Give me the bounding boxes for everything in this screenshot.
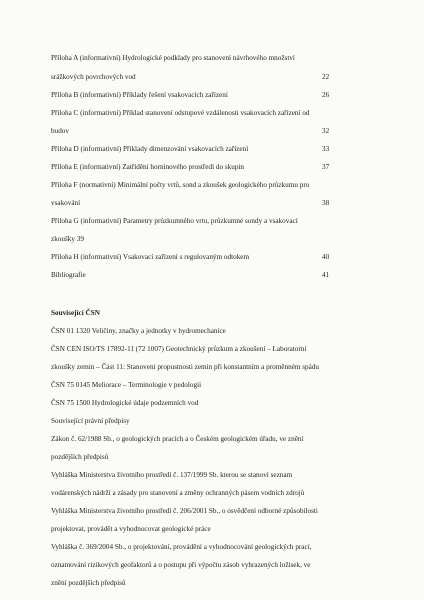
legal-regulation: Vyhláška Ministerstva životního prostředí č. 137/1999 Sb. kterou se stanoví seznam	[51, 471, 293, 479]
toc-entry-bibliography: Bibliografie	[51, 271, 86, 279]
toc-entry-annex-e: Příloha E (informativní) Zatřídění horninového prostředí do skupin	[51, 163, 245, 171]
toc-page-number: 37	[322, 163, 330, 171]
toc-entry-annex-c-cont: budov	[51, 127, 69, 135]
legal-regulation: Zákon č. 62/1988 Sb., o geologických pracích a o Českém geologickém úřadu, ve znění	[51, 435, 304, 443]
related-standard: ČSN 01 1320 Veličiny, značky a jednotky v hydromechanice	[51, 327, 226, 335]
toc-page-number: 38	[322, 199, 330, 207]
toc-entry-annex-c: Příloha C (informativní) Příklad stanovení odstupové vzdálenosti vsakovacích zařízení od	[51, 109, 310, 117]
legal-regulation: Vyhláška Ministerstva životního prostředí č. 206/2001 Sb., o osvědčení odborné způsobilosti	[51, 507, 318, 515]
toc-entry-annex-g-cont: zkoušky 39	[51, 235, 84, 243]
related-standard-cont: zkoušky zemin – Část 11: Stanovení propustnosti zemin při konstantním a proměnném spádu	[51, 363, 320, 371]
toc-entry-annex-b: Příloha B (informativní) Příklady řešení vsakovacích zařízení	[51, 91, 228, 99]
toc-page-number: 26	[322, 91, 330, 99]
legal-regulation-cont: vodárenských nádrží a zásady pro stanovení a změny ochranných pásem vodních zdrojů	[51, 489, 305, 497]
toc-page-number: 41	[322, 271, 330, 279]
toc-entry-annex-a: Příloha A (informativní) Hydrologické podklady pro stanovení návrhového množství	[51, 54, 295, 62]
legal-regulation-cont: oznamování rizikových geofaktorů a o postupu při výpočtu zásob vyhrazených ložisek, ve	[51, 561, 311, 569]
related-standard: ČSN CEN ISO/TS 17892-11 (72 1007) Geotechnický průzkum a zkoušení – Laboratorní	[51, 345, 307, 353]
subsection-heading: Související právní předpisy	[51, 417, 130, 425]
toc-page-number: 32	[322, 127, 330, 135]
toc-page-number: 33	[322, 145, 330, 153]
toc-entry-annex-d: Příloha D (informativní) Příklady dimenzování vsakovacích zařízení	[51, 145, 249, 153]
toc-entry-annex-h: Příloha H (informativní) Vsakovací zařízení s regulovaným odtokem	[51, 253, 250, 261]
toc-entry-annex-a-cont: srážkových povrchových vod	[51, 73, 136, 81]
related-standard: ČSN 75 1500 Hydrologické údaje podzemních vod	[51, 399, 199, 407]
related-standard: ČSN 75 0145 Meliorace – Terminologie v pedologii	[51, 381, 202, 389]
toc-entry-annex-g: Příloha G (informativní) Parametry průzkumného vrtu, průzkumné sondy a vsakovací	[51, 217, 298, 225]
toc-page-number: 40	[322, 253, 330, 261]
toc-entry-annex-f-cont: vsakování	[51, 199, 81, 207]
toc-entry-annex-f: Příloha F (normativní) Minimální počty vrtů, sond a zkoušek geologického průzkumu pro	[51, 181, 310, 189]
toc-page-number: 22	[322, 73, 330, 81]
legal-regulation-cont: pozdějších předpisů	[51, 453, 109, 461]
section-heading: Související ČSN	[51, 309, 100, 317]
legal-regulation-cont: projektovat, provádět a vyhodnocovat geologické práce	[51, 525, 211, 533]
legal-regulation-cont: znění pozdějších předpisů	[51, 579, 126, 587]
legal-regulation: Vyhláška č. 369/2004 Sb., o projektování, provádění a vyhodnocování geologických prací,	[51, 543, 312, 551]
